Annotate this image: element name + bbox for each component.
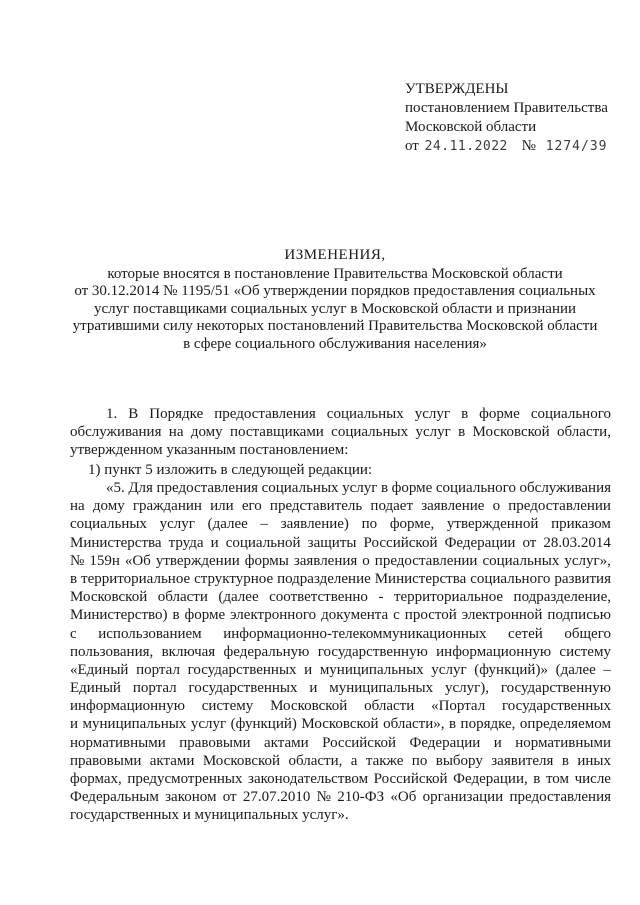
word: заявления (293, 552, 358, 569)
word: Единый (70, 680, 121, 697)
text-line (70, 570, 611, 588)
word: социальной (225, 534, 301, 551)
word: – (603, 661, 611, 678)
word: подразделение (277, 570, 371, 587)
text-line (70, 423, 611, 441)
header-line: услуг поставщиками социальных услуг в Московской области и признании (93, 300, 577, 317)
text-line (70, 697, 611, 715)
approval-number-handwritten: 1274/39 (545, 139, 608, 154)
word: формах, (70, 771, 122, 787)
word: актами (263, 734, 309, 751)
word: с (70, 625, 77, 642)
word: государственных (502, 698, 611, 715)
word: Министерства (70, 534, 162, 551)
word: обслуживания (519, 480, 611, 496)
word: заявление (421, 498, 485, 515)
text-line (70, 479, 611, 497)
word: и (493, 734, 502, 751)
word: № (316, 789, 331, 806)
word: а (350, 752, 358, 769)
word: муниципальных (82, 716, 187, 733)
word: (функций)» (474, 661, 548, 678)
word: области, (557, 424, 611, 441)
word: области (364, 698, 415, 715)
word: Федерации, (453, 771, 528, 787)
approval-date-prefix: от (405, 138, 419, 154)
word: и (304, 661, 313, 678)
word: утверждении (155, 552, 240, 569)
word: «Об (124, 552, 151, 569)
word: услуг», (564, 552, 611, 569)
word: о (362, 552, 370, 569)
word: заявителя (491, 752, 554, 769)
word: электронного (230, 607, 317, 624)
word: Федерации (409, 734, 481, 751)
word: обслуживания (70, 424, 162, 441)
word: Московской (301, 716, 379, 733)
word: социального (435, 480, 516, 496)
word: выбору (435, 752, 483, 769)
word: утвержденной (446, 516, 539, 533)
word: также (365, 752, 404, 769)
word: Московской (70, 589, 148, 606)
word: Федеральным (70, 789, 159, 806)
word: В (128, 406, 139, 422)
word: Московской (202, 752, 281, 769)
word: – (260, 516, 269, 533)
header-line: в сфере социального обслуживания населения» (183, 335, 487, 352)
word: форме, (389, 516, 435, 533)
word: Российской (373, 771, 448, 787)
word: 27.07.2010 (242, 789, 311, 806)
word: предоставлении (374, 552, 478, 569)
word: информационную (436, 643, 552, 660)
word: общего (564, 625, 611, 642)
word: портал (132, 680, 177, 697)
word: (функций) (230, 716, 297, 733)
word: Министерство) (70, 607, 168, 624)
word: «Единый (70, 661, 129, 678)
text-line (70, 606, 611, 624)
word: заявление) (280, 516, 349, 533)
word: в (458, 424, 466, 441)
text-line (70, 770, 611, 788)
word: от (522, 534, 537, 551)
word: предоставлении (508, 498, 611, 515)
header-line: утратившими силу некоторых постановлений Правительства Московской области (72, 318, 598, 334)
word: представитель (269, 498, 363, 515)
text-line (70, 661, 611, 679)
paragraph-3 (70, 479, 611, 825)
word: области, (288, 752, 343, 769)
word: структурное (194, 570, 274, 587)
word: (далее (218, 589, 259, 606)
word: муниципальных (319, 661, 424, 678)
word: федеральную (223, 643, 310, 660)
word: 28.03.2014 (543, 534, 611, 551)
text-line (70, 715, 611, 733)
word: в (561, 752, 569, 769)
word: территориальное (81, 570, 191, 587)
word: простой (404, 607, 457, 624)
word: развития (554, 570, 611, 587)
word: иных (577, 752, 611, 769)
word: социальных (482, 552, 560, 569)
word: в (380, 480, 389, 496)
text-line (70, 788, 611, 806)
word: подписью (547, 607, 611, 624)
word: услуг (190, 716, 227, 733)
word: № (70, 552, 85, 569)
word: поставщиками (229, 424, 324, 441)
word: - (378, 589, 384, 606)
word: правовыми (179, 734, 251, 751)
word: Для (128, 480, 153, 496)
word: форме (184, 607, 226, 624)
word: использованием (98, 625, 202, 642)
word: законодательством (248, 771, 369, 787)
word: области (157, 589, 208, 606)
word: (далее (555, 661, 596, 678)
word: в (172, 607, 180, 624)
word: соответственно (269, 589, 368, 606)
word: Российской (322, 734, 397, 751)
text-line (70, 515, 611, 533)
word: в (70, 570, 78, 587)
approval-block (405, 80, 625, 156)
word: том (545, 771, 570, 787)
word: нормативными (515, 734, 611, 751)
word: гражданин (132, 498, 202, 515)
word: государственную (500, 680, 611, 697)
word: в (461, 406, 469, 422)
word: социальных (261, 480, 339, 496)
document-header (60, 247, 610, 353)
text-line (70, 552, 611, 570)
word: формы (244, 552, 289, 569)
word: Порядке (149, 406, 204, 422)
word: дому (92, 498, 125, 515)
text-line: утвержденном указанным постановлением: (70, 442, 349, 459)
word: предоставления (156, 480, 259, 496)
word: защиты (307, 534, 357, 551)
word: услуг), (444, 680, 490, 697)
word: Российской (363, 534, 438, 551)
paragraph-1 (70, 405, 611, 460)
text-line (70, 752, 611, 770)
header-line: от 30.12.2014 № 1195/51 «Об утверждении порядков предоставления социальных (74, 283, 596, 299)
word: организации (422, 789, 504, 806)
text-line (70, 497, 611, 515)
word: порядке, (460, 716, 516, 733)
approval-date-handwritten: 24.11.2022 (424, 139, 508, 154)
text-line (70, 679, 611, 697)
text-line (70, 643, 611, 661)
text-line (70, 625, 611, 643)
document-title: ИЗМЕНЕНИЯ, (284, 247, 386, 263)
word: и (210, 534, 219, 551)
word: социального (470, 570, 551, 587)
word: услуг (415, 424, 451, 441)
word: о (492, 498, 501, 515)
word: услуг (414, 406, 451, 422)
approval-title: УТВЕРЖДЕНЫ (405, 81, 509, 97)
text-line (70, 734, 611, 752)
text-line: государственных и муниципальных услуг». (70, 807, 349, 824)
word: предоставления (509, 789, 611, 806)
word: 210-ФЗ (337, 789, 385, 806)
word: труда (168, 534, 204, 551)
word: информационную (70, 698, 185, 715)
paragraph-2 (70, 461, 611, 479)
word: государственных (188, 680, 298, 697)
word: законом (165, 789, 217, 806)
word: и (309, 680, 318, 697)
word: определяемом (519, 716, 611, 733)
word: социальных (70, 516, 147, 533)
word: включая (161, 643, 216, 660)
word: электронной (461, 607, 543, 624)
word: 159н (89, 552, 120, 569)
word: муниципальных (329, 680, 434, 697)
word: Московской (270, 698, 348, 715)
word: социального (530, 406, 611, 422)
approval-line-authority: постановлением Правительства (405, 100, 608, 116)
word: пользования, (70, 643, 154, 660)
word: сетей (508, 625, 543, 642)
word: форме (479, 406, 520, 422)
word: услуг (342, 480, 378, 496)
word: по (361, 516, 378, 533)
approval-line-region: Московской области (405, 119, 537, 135)
word: области», (383, 716, 445, 733)
word: в (448, 716, 457, 733)
word: предусмотренных (127, 771, 243, 787)
approval-date-line (405, 137, 625, 156)
word: форме (391, 480, 433, 496)
word: в (533, 771, 541, 787)
text-line (70, 405, 611, 423)
word: «Портал (431, 698, 486, 715)
word: услуг (431, 661, 467, 678)
word: дому (190, 424, 223, 441)
word: предоставления (214, 406, 316, 422)
word: услуг (159, 516, 195, 533)
word: Федерации (444, 534, 516, 551)
word: территориальное (393, 589, 504, 606)
word: и (70, 716, 79, 733)
text-line (70, 588, 611, 606)
word: подразделение, (513, 589, 611, 606)
word: на (70, 498, 85, 515)
word: нормативными (70, 734, 166, 751)
word: с (393, 607, 400, 624)
word: актами (149, 752, 195, 769)
word: на (168, 424, 184, 441)
word: подает (370, 498, 414, 515)
word: социальных (326, 406, 404, 422)
word: государственную (317, 643, 428, 660)
text-line: 1) пункт 5 изложить в следующей редакции: (88, 462, 373, 478)
word: «Об (390, 789, 417, 806)
word: числе (574, 771, 611, 787)
text-line (70, 534, 611, 552)
word: (далее (207, 516, 248, 533)
word: документа (321, 607, 389, 624)
word: систему (559, 643, 611, 660)
word: портал (136, 661, 180, 678)
word: социальных (331, 424, 409, 441)
word: Московской (472, 424, 550, 441)
word: его (241, 498, 262, 515)
word: или (210, 498, 234, 515)
word: от (222, 789, 237, 806)
word: 1. (106, 406, 118, 422)
word: по (411, 752, 428, 769)
word: государственных (187, 661, 297, 678)
word: приказом (551, 516, 611, 533)
approval-number-sign: № (521, 138, 536, 154)
word: «5. (106, 480, 125, 496)
header-line: которые вносятся в постановление Правительства Московской области (107, 265, 563, 282)
word: информационно-телекоммуникационных (223, 625, 487, 642)
word: Министерства (374, 570, 467, 587)
word: правовыми (70, 752, 142, 769)
word: систему (201, 698, 254, 715)
